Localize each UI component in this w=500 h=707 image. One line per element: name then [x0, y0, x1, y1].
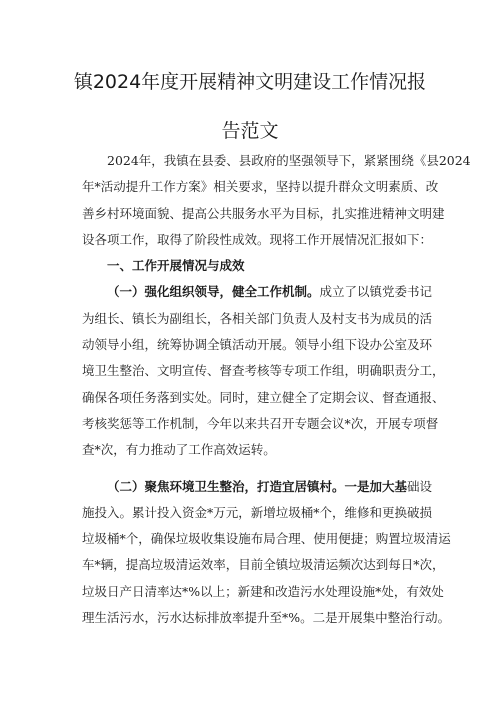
item2-sub-lead: 一是加大基 [344, 478, 408, 494]
item2-line: 理生活污水，污水达标排放率提升至*%。二是开展集中整治行动。 [82, 610, 451, 626]
intro-line: 2024年，我镇在县委、县政府的坚强领导下，紧紧围绕《县2024 [107, 153, 471, 168]
item2-line: 垃圾桶*个，确保垃圾收集设施布局合理、使用便捷；购置垃圾清运 [82, 531, 451, 547]
document-body [82, 148, 471, 631]
item1-line: 查*次，有力推动了工作高效运转。 [82, 442, 276, 458]
item1-lead: （一）强化组织领导，健全工作机制。 [107, 284, 320, 300]
item1-line: 动领导小组，统筹协调全镇活动开展。领导小组下设办公室及环 [82, 337, 433, 353]
item1-first-rest: 成立了以镇党委书记 [319, 284, 433, 300]
intro-line: 年*活动提升工作方案》相关要求，坚持以提升群众文明素质、改 [82, 179, 439, 195]
item2-first-rest: 础设 [407, 478, 433, 494]
item2-line: 施投入。累计投入资金*万元，新增垃圾桶*个，维修和更换破损 [82, 504, 433, 520]
intro-line: 善乡村环境面貌、提高公共服务水平为目标，扎实推进精神文明建 [82, 205, 445, 221]
item2-line: 垃圾日产日清率达*%以上；新建和改造污水处理设施*处，有效处 [82, 583, 444, 599]
item1-line: 境卫生整治、文明宣传、督查考核等专项工作组，明确职责分工， [82, 363, 445, 379]
item1-line: 为组长、镇长为副组长，各相关部门负责人及村支书为成员的活 [82, 310, 433, 326]
document-title-line-2: 告范文 [221, 120, 279, 142]
item1-line: 确保各项任务落到实处。同时，建立健全了定期会议、督查通报、 [82, 389, 445, 405]
item2-line: 车*辆，提高垃圾清运效率，目前全镇垃圾清运频次达到每日*次， [82, 557, 445, 573]
item2-lead: （二）聚焦环境卫生整治，打造宜居镇村。 [107, 478, 345, 494]
item1-line: 考核奖惩等工作机制，今年以来共召开专题会议*次，开展专项督 [82, 415, 439, 431]
item1-first-line [82, 279, 433, 305]
item2-first-line [82, 474, 433, 500]
intro-line: 设各项工作，取得了阶段性成效。现将工作开展情况汇报如下： [82, 231, 433, 247]
section-heading: 一、工作开展情况与成效 [107, 258, 245, 274]
document-title-line-1: 镇2024年度开展精神文明建设工作情况报 [73, 71, 427, 93]
